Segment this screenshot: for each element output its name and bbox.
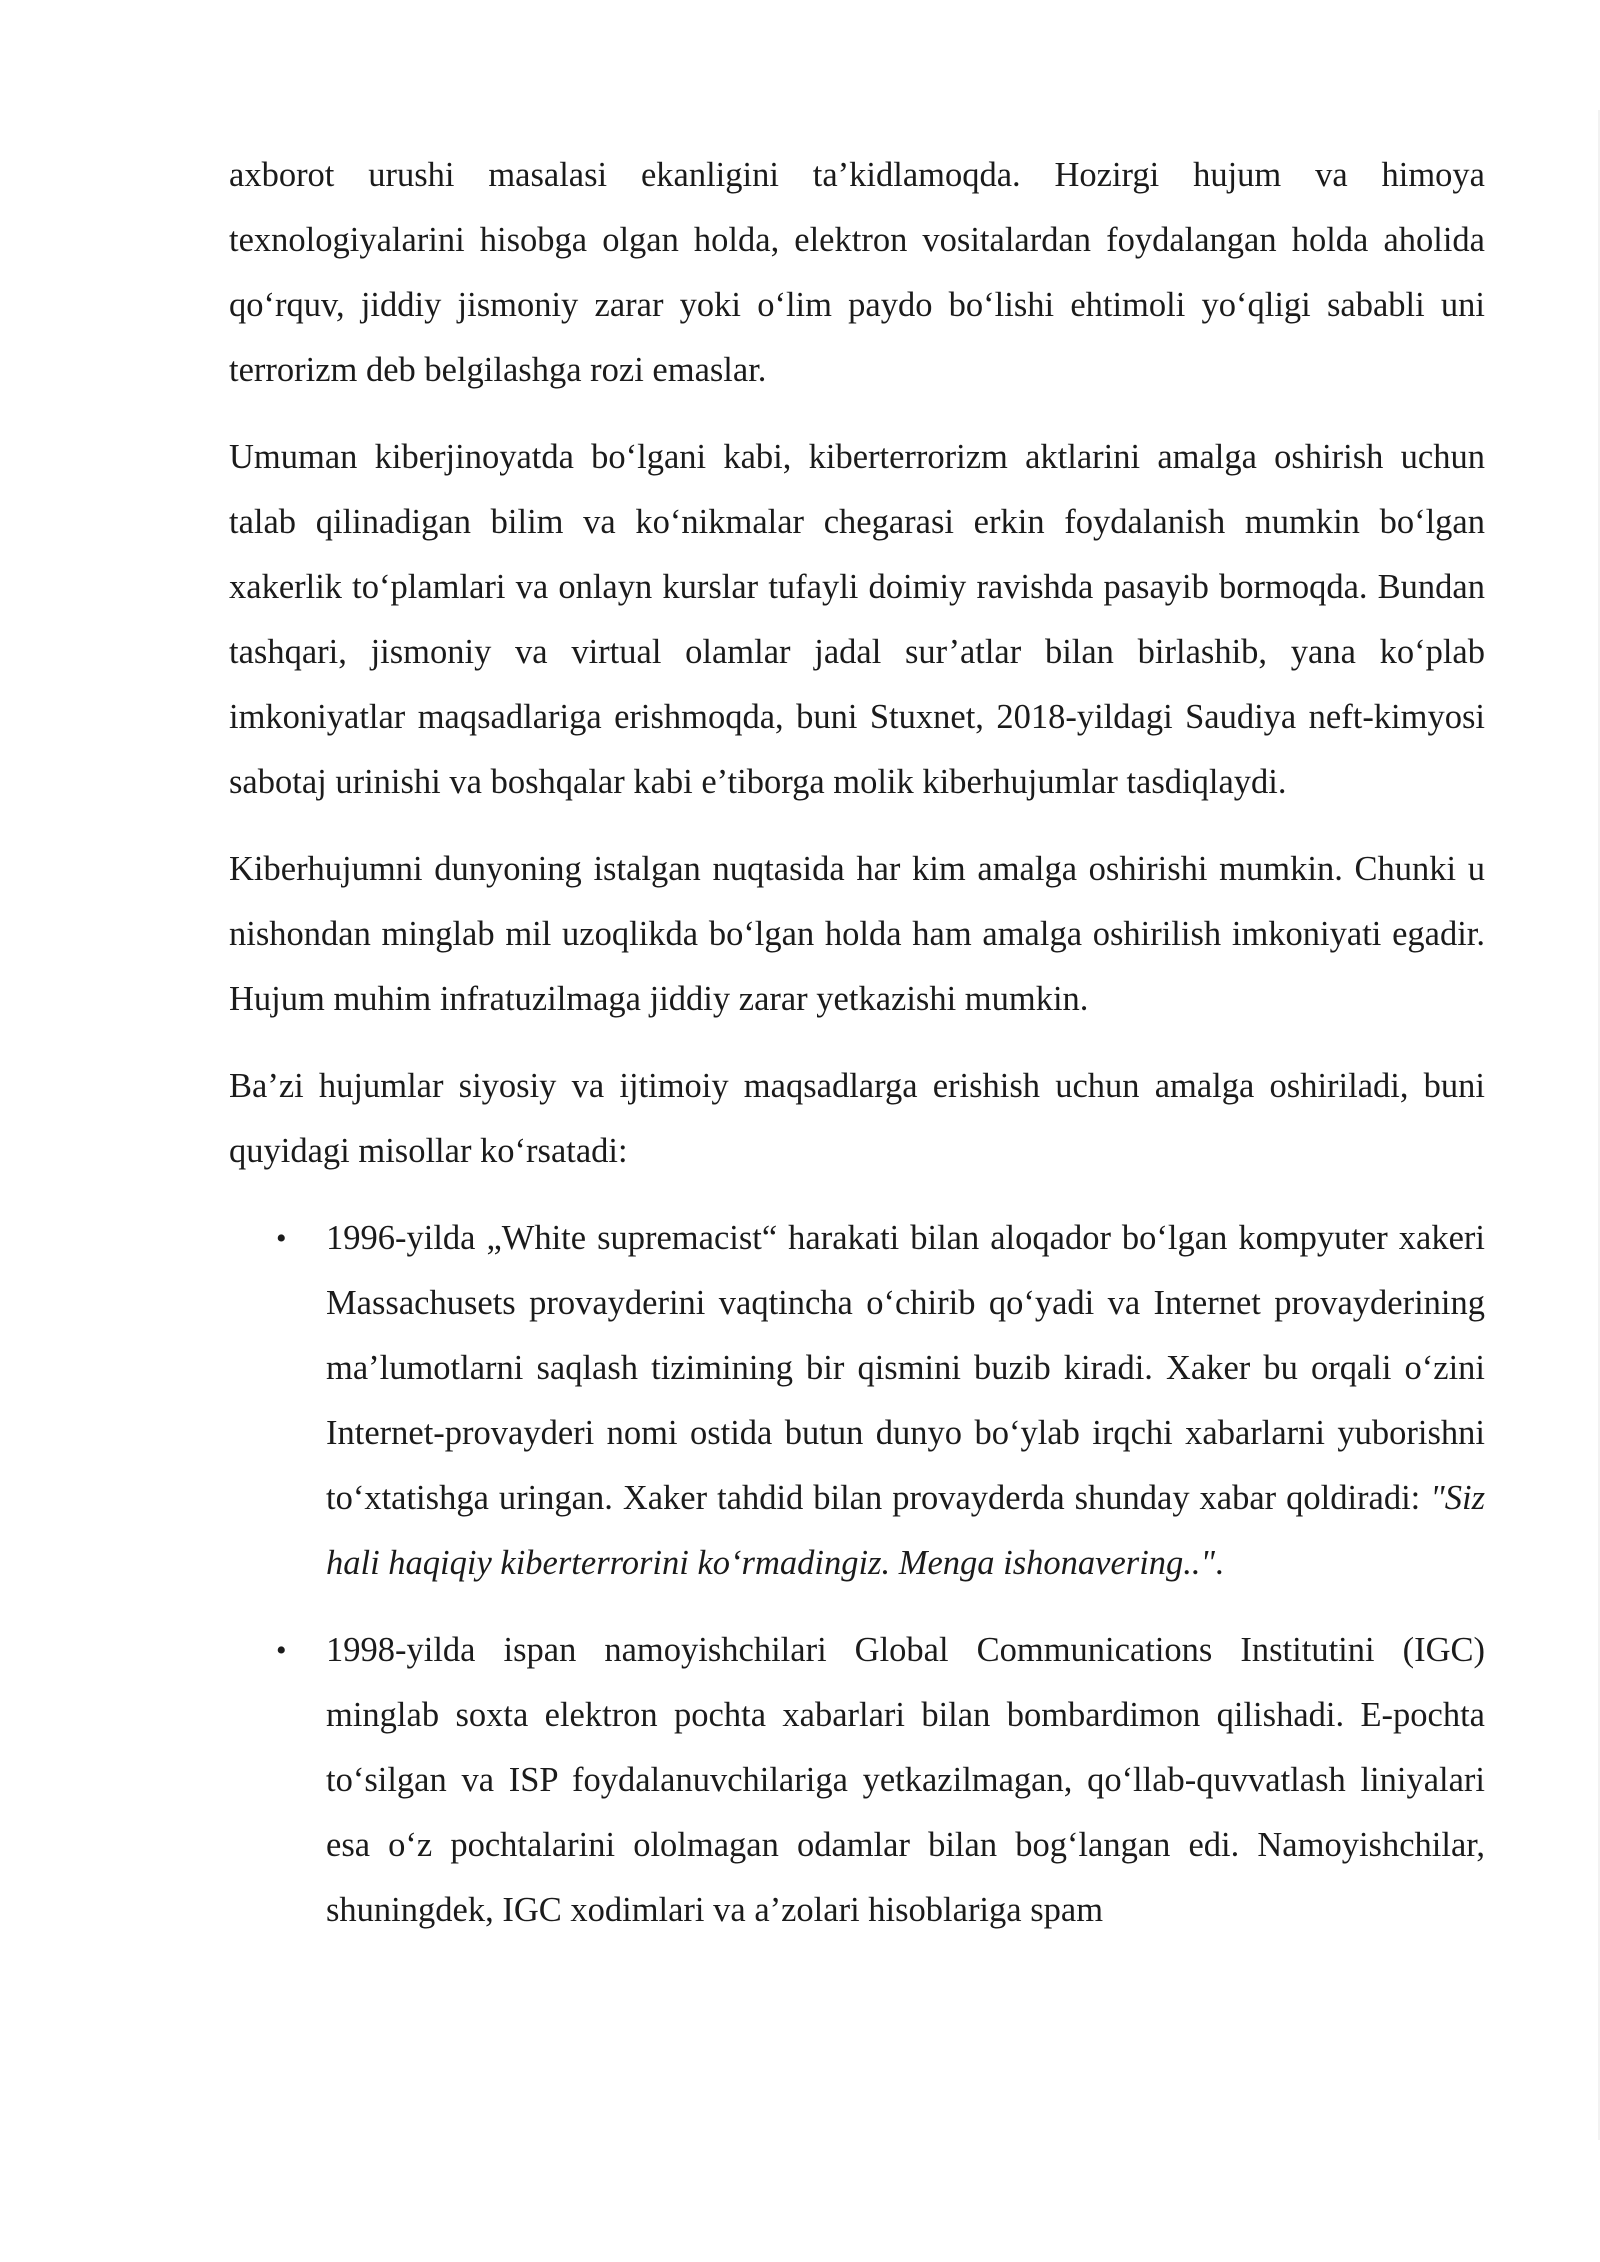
- list-item: [229, 1206, 1485, 1596]
- list-item-text: 1998-yilda ispan namoyishchilari Global Communications Institutini (IGC) minglab soxta elektron pochta xabarlari bilan bombardimon qilishadi. E-pochta to‘silgan va ISP foydalanuvchilariga yetkazilmagan, qo‘llab-quvvatlash liniyalari esa o‘z pochtalarini ololmagan odamlar bilan bog‘langan edi. Namoyishchilar, shuningdek, IGC xodimlari va a’zolari hisoblariga spam: [326, 1631, 1485, 1929]
- paragraph-3: Kiberhujumni dunyoning istalgan nuqtasida har kim amalga oshirishi mumkin. Chunki u nishondan minglab mil uzoqlikda bo‘lgan holda ham amalga oshirilish imkoniyati egadir. Hujum muhim infratuzilmaga jiddiy zarar yetkazishi mumkin.: [229, 850, 1485, 1018]
- bullet-icon: •: [276, 1634, 287, 1667]
- list-item-quote: "Siz hali haqiqiy kiberterrorini ko‘rmadingiz. Menga ishonavering..": [326, 1479, 1485, 1582]
- list-item: [229, 1618, 1485, 1943]
- list-item-text: 1996-yilda „White supremacist“ harakati bilan aloqador bo‘lgan kompyuter xakeri Massachusets provayderini vaqtincha o‘chirib qo‘yadi va Internet provayderining ma’lumotlarni saqlash tizimining bir qismini buzib kiradi. Xaker bu orqali o‘zini Internet-provayderi nomi ostida butun dunyo bo‘ylab irqchi xabarlarni yuborishni to‘xtatishga uringan. Xaker tahdid bilan provayderda shunday xabar qoldiradi:: [326, 1219, 1485, 1517]
- list-item-tail: .: [1215, 1544, 1224, 1582]
- document-page: [229, 143, 1485, 1965]
- bullet-icon: •: [276, 1222, 287, 1255]
- paragraph-1: axborot urushi masalasi ekanligini ta’kidlamoqda. Hozirgi hujum va himoya texnologiyalarini hisobga olgan holda, elektron vositalardan foydalangan holda aholida qo‘rquv, jiddiy jismoniy zarar yoki o‘lim paydo bo‘lishi ehtimoli yo‘qligi sababli uni terrorizm deb belgilashga rozi emaslar.: [229, 156, 1485, 389]
- paragraph-4: Ba’zi hujumlar siyosiy va ijtimoiy maqsadlarga erishish uchun amalga oshiriladi, buni quyidagi misollar ko‘rsatadi:: [229, 1067, 1485, 1170]
- bullet-list: [229, 1206, 1485, 1943]
- paragraph-2: Umuman kiberjinoyatda bo‘lgani kabi, kiberterrorizm aktlarini amalga oshirish uchun talab qilinadigan bilim va ko‘nikmalar chegarasi erkin foydalanish mumkin bo‘lgan xakerlik to‘plamlari va onlayn kurslar tufayli doimiy ravishda pasayib bormoqda. Bundan tashqari, jismoniy va virtual olamlar jadal sur’atlar bilan birlashib, yana ko‘plab imkoniyatlar maqsadlariga erishmoqda, buni Stuxnet, 2018-yildagi Saudiya neft-kimyosi sabotaj urinishi va boshqalar kabi e’tiborga molik kiberhujumlar tasdiqlaydi.: [229, 438, 1485, 801]
